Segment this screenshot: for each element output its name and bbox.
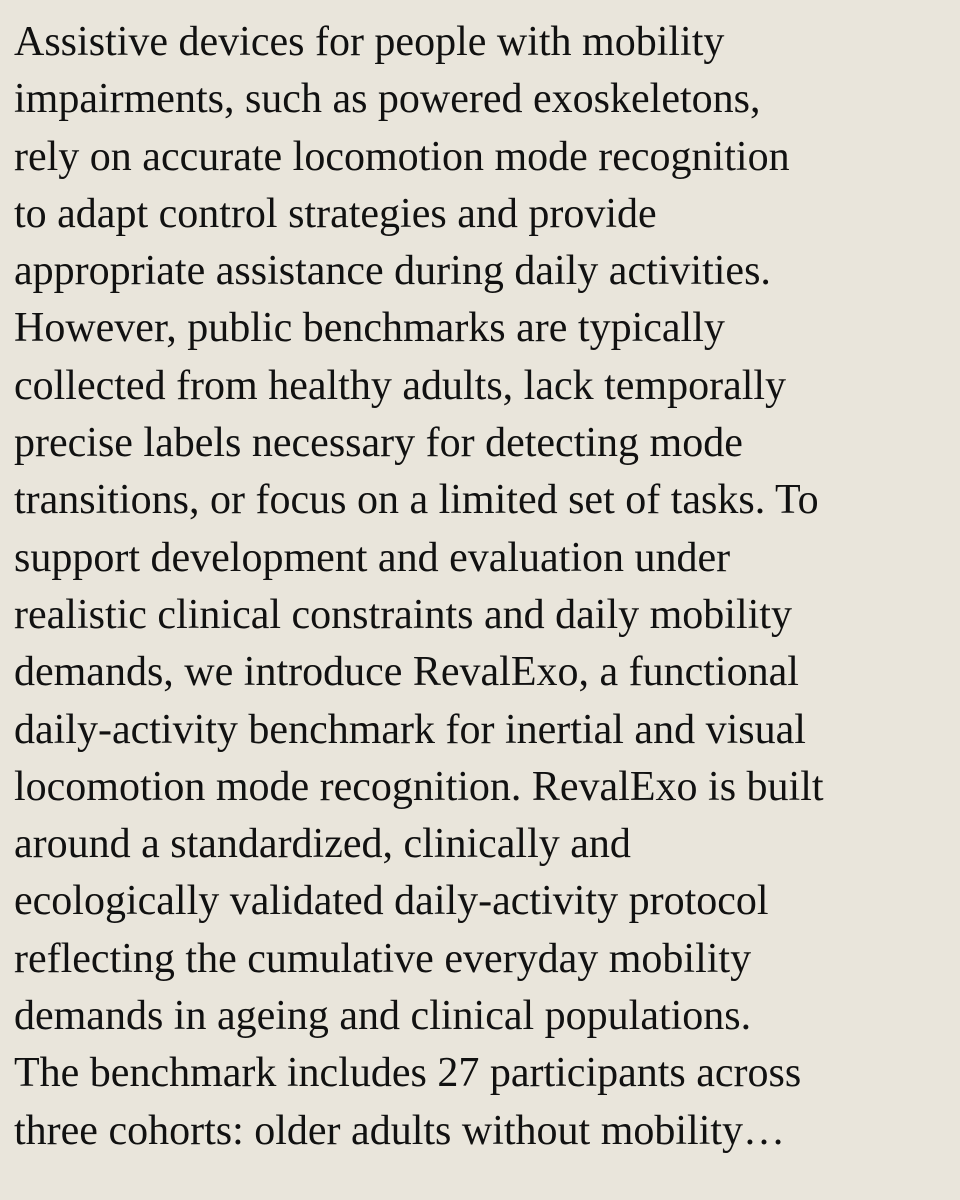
text-line-12: demands, we introduce RevalExo, a functional — [14, 649, 799, 696]
text-line-15: around a standardized, clinically and — [14, 821, 631, 868]
text-line-10: support development and evaluation under — [14, 534, 731, 581]
text-line-3: rely on accurate locomotion mode recognition — [14, 133, 790, 180]
text-line-4: to adapt control strategies and provide — [14, 190, 657, 237]
text-line-9: transitions, or focus on a limited set of tasks. To — [14, 477, 819, 524]
text-line-17: reflecting the cumulative everyday mobility — [14, 935, 752, 982]
text-line-18: demands in ageing and clinical populations. — [14, 993, 752, 1040]
text-line-2: impairments, such as powered exoskeletons, — [14, 76, 761, 123]
text-line-11: realistic clinical constraints and daily mobility — [14, 591, 792, 638]
text-line-6: However, public benchmarks are typically — [14, 305, 725, 352]
text-line-19: The benchmark includes 27 participants across — [14, 1050, 802, 1097]
text-line-5: appropriate assistance during daily activities. — [14, 248, 771, 295]
text-line-13: daily-activity benchmark for inertial and visual — [14, 706, 806, 753]
text-line-16: ecologically validated daily-activity protocol — [14, 878, 769, 925]
text-line-1: Assistive devices for people with mobility — [14, 19, 725, 65]
text-line-8: precise labels necessary for detecting mode — [14, 420, 743, 467]
text-line-7: collected from healthy adults, lack temporally — [14, 362, 787, 409]
text-line-14: locomotion mode recognition. RevalExo is built — [14, 763, 824, 810]
text-line-20: three cohorts: older adults without mobility… — [14, 1107, 786, 1154]
